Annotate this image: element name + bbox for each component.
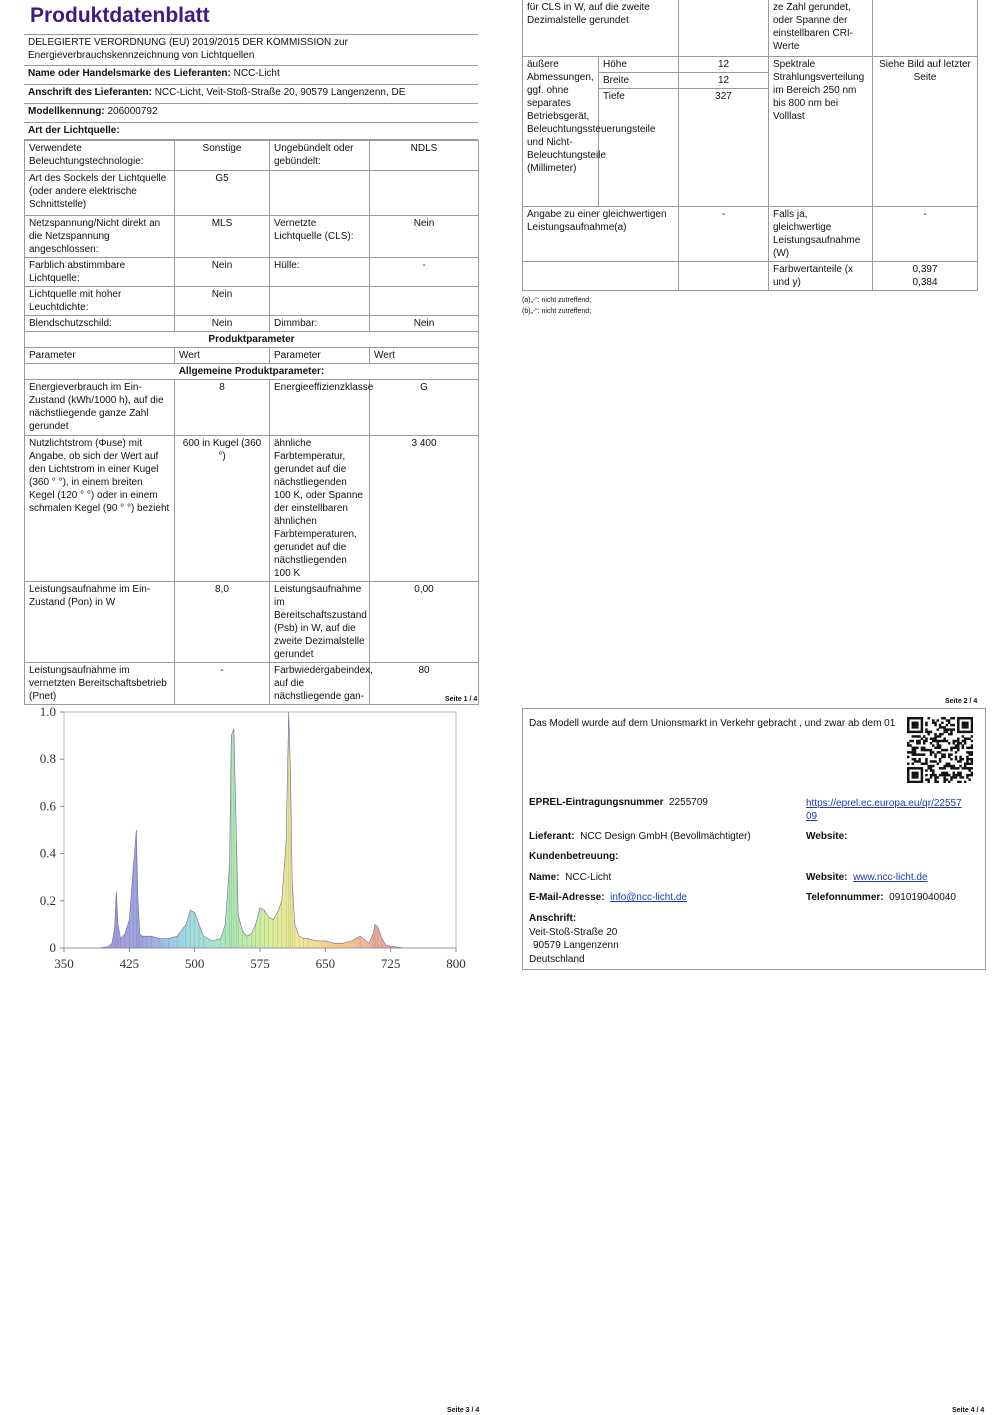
equiv2-label: Falls ja, gleichwertige Leistungsaufnahme (W) bbox=[769, 206, 873, 261]
color-y: 0,384 bbox=[912, 276, 938, 288]
name-value: NCC-Licht bbox=[565, 872, 612, 883]
dims-label: äußere Abmessungen, ggf. ohne separates Betriebsgerät, Beleuchtungssteuerungsteile und Nicht-Beleuchtungsteile (Millimeter) bbox=[523, 56, 599, 206]
address-line-1: Veit-Stoß-Straße 20 bbox=[529, 927, 618, 938]
eprel-value: 2255709 bbox=[669, 797, 708, 808]
cell: Leistungsaufnahme im Bereitschaftszustand (Psb) in W, auf die zweite Dezimalstelle gerundet bbox=[270, 582, 370, 663]
supplier-table bbox=[24, 34, 478, 140]
website-label: Website: bbox=[806, 831, 848, 842]
cell: Nein bbox=[175, 287, 270, 316]
cell: NDLS bbox=[370, 141, 479, 171]
cell: - bbox=[873, 206, 978, 261]
cell: - bbox=[370, 258, 479, 287]
color-label: Farbwertanteile (x und y) bbox=[769, 261, 873, 290]
model-id: 206000792 bbox=[107, 106, 158, 117]
type-table bbox=[24, 140, 479, 705]
footnote-b: (b)„-“: nicht zutreffend; bbox=[522, 307, 592, 315]
table-row bbox=[25, 380, 479, 436]
equiv-label: Angabe zu einer gleichwertigen Leistungsaufnahme(a) bbox=[523, 206, 679, 261]
table-row bbox=[25, 663, 479, 705]
column-header: Parameter bbox=[270, 348, 370, 364]
cell: Verwendete Beleuchtungstechnologie: bbox=[25, 141, 175, 171]
cell: Tiefe bbox=[599, 88, 679, 206]
cell: Netzspannung/Nicht direkt an die Netzspannung angeschlossen: bbox=[25, 216, 175, 258]
cell: Energieverbrauch im Ein-Zustand (kWh/1000 h), auf die nächstliegende ganze Zahl gerundet bbox=[25, 380, 175, 436]
header-row bbox=[25, 348, 479, 364]
footnote-a: (a)„-“: nicht zutreffend; bbox=[522, 296, 592, 304]
table-row bbox=[25, 171, 479, 216]
spectrum-chart bbox=[20, 700, 480, 975]
x-tick-label: 575 bbox=[250, 956, 270, 971]
cell: Nein bbox=[175, 316, 270, 332]
model-label: Modellkennung: bbox=[28, 106, 105, 117]
table-row bbox=[25, 216, 479, 258]
supplier-address-label: Anschrift des Lieferanten: bbox=[28, 87, 152, 98]
x-tick-label: 800 bbox=[446, 956, 466, 971]
website-link[interactable]: www.ncc-licht.de bbox=[853, 872, 928, 883]
qr-code bbox=[907, 717, 973, 783]
cell: 600 in Kugel (360 °) bbox=[175, 436, 270, 582]
cell: Nein bbox=[370, 316, 479, 332]
page-number-3: Seite 3 / 4 bbox=[447, 1407, 480, 1414]
y-tick-label: 0.4 bbox=[39, 845, 56, 861]
cell: Energieeffizienzklasse bbox=[270, 380, 370, 436]
cell: 0,00 bbox=[370, 582, 479, 663]
supplier-address: NCC-Licht, Veit-Stoß-Straße 20, 90579 Langenzenn, DE bbox=[154, 87, 406, 98]
cell: Lichtquelle mit hoher Leuchtdichte: bbox=[25, 287, 175, 316]
cell: MLS bbox=[175, 216, 270, 258]
cell: 3 400 bbox=[370, 436, 479, 582]
x-tick-label: 350 bbox=[54, 956, 74, 971]
cell: G bbox=[370, 380, 479, 436]
x-tick-label: 650 bbox=[315, 956, 336, 971]
type-label: Art der Lichtquelle: bbox=[24, 123, 478, 140]
market-text: Das Modell wurde auf dem Unionsmarkt in Verkehr gebracht , und zwar ab dem 01 bbox=[529, 718, 896, 729]
cell: Blendschutzschild: bbox=[25, 316, 175, 332]
cell: Vernetzte Lichtquelle (CLS): bbox=[270, 216, 370, 258]
name-label: Name: bbox=[529, 872, 560, 883]
x-tick-label: 725 bbox=[380, 956, 401, 971]
table-row bbox=[523, 0, 978, 56]
cell: Breite bbox=[599, 72, 679, 88]
tel-label: Telefonnummer: bbox=[806, 892, 884, 903]
cell: Nein bbox=[370, 216, 479, 258]
column-header: Wert bbox=[370, 348, 479, 364]
cell: Ungebündelt oder gebündelt: bbox=[270, 141, 370, 171]
cell: Höhe bbox=[599, 56, 679, 72]
column-header: Wert bbox=[175, 348, 270, 364]
allgemeine-heading: Allgemeine Produktparameter: bbox=[25, 364, 479, 380]
cell: 8,0 bbox=[175, 582, 270, 663]
supplier-name: NCC-Licht bbox=[233, 68, 280, 79]
cell: - bbox=[175, 663, 270, 705]
cell bbox=[270, 287, 370, 316]
website2-label: Website: bbox=[806, 872, 848, 883]
page-2 bbox=[522, 0, 977, 315]
anschrift-label: Anschrift: bbox=[529, 913, 577, 924]
kunden-label: Kundenbetreuung: bbox=[529, 851, 619, 862]
cell: 12 bbox=[679, 56, 769, 72]
cell: 8 bbox=[175, 380, 270, 436]
table-row bbox=[25, 436, 479, 582]
x-tick-label: 500 bbox=[184, 956, 205, 971]
cell: G5 bbox=[175, 171, 270, 216]
table-row bbox=[523, 56, 978, 72]
cell: Nein bbox=[175, 258, 270, 287]
regulation-text: DELEGIERTE VERORDNUNG (EU) 2019/2015 DER KOMMISSION zur Energieverbrauchskennzeichnung von Lichtquellen bbox=[24, 35, 478, 66]
cell: Dimmbar: bbox=[270, 316, 370, 332]
supplier-name-label: Name oder Handelsmarke des Lieferanten: bbox=[28, 68, 231, 79]
cell: Nutzlichtstrom (Φuse) mit Angabe, ob sich der Wert auf den Lichtstrom in einer Kugel (360 ° °), in einem breiten Kegel (120 ° °) oder in einem schmalen Kegel (90 ° °) bezieht bbox=[25, 436, 175, 582]
y-tick-label: 0 bbox=[49, 940, 56, 955]
produktparameter-heading: Produktparameter bbox=[25, 332, 479, 348]
cell: 12 bbox=[679, 72, 769, 88]
y-tick-label: 0.8 bbox=[39, 751, 56, 767]
cell: Art des Sockels der Lichtquelle (oder andere elektrische Schnittstelle) bbox=[25, 171, 175, 216]
table-row bbox=[25, 141, 479, 171]
page-number-2: Seite 2 / 4 bbox=[945, 698, 978, 705]
cell bbox=[370, 171, 479, 216]
email-label: E-Mail-Adresse: bbox=[529, 892, 605, 903]
cell: 327 bbox=[679, 88, 769, 206]
y-tick-label: 0.2 bbox=[39, 892, 56, 908]
column-header: Parameter bbox=[25, 348, 175, 364]
table-row bbox=[25, 316, 479, 332]
page-title: Produktdatenblatt bbox=[30, 4, 210, 27]
y-tick-label: 1.0 bbox=[39, 704, 56, 719]
spectral-value: Siehe Bild auf letzter Seite bbox=[873, 56, 978, 206]
lieferant-value: NCC Design GmbH (Bevollmächtigter) bbox=[580, 831, 751, 842]
x-tick-label: 425 bbox=[119, 956, 140, 971]
cell: Leistungsaufnahme im vernetzten Bereitschaftsbetrieb (Pnet) bbox=[25, 663, 175, 705]
qr-code-icon bbox=[907, 717, 973, 783]
cell bbox=[370, 287, 479, 316]
table-row bbox=[523, 206, 978, 261]
email-link[interactable]: info@ncc-licht.de bbox=[610, 892, 687, 903]
address-line-3: Deutschland bbox=[529, 954, 585, 965]
color-x: 0,397 bbox=[912, 263, 938, 275]
page2-table bbox=[522, 0, 978, 291]
y-tick-label: 0.6 bbox=[39, 798, 56, 814]
page-number-4: Seite 4 / 4 bbox=[952, 1407, 985, 1414]
cell: ähnliche Farbtemperatur, gerundet auf die nächstliegenden 100 K, oder Spanne der einstellbaren ähnlichen Farbtemperaturen, gerundet auf die nächstliegenden 100 K bbox=[270, 436, 370, 582]
cell: 80 bbox=[370, 663, 479, 705]
cell: Farbwiedergabeindex, auf die nächstliegende gan- bbox=[270, 663, 370, 705]
table-row bbox=[25, 258, 479, 287]
cell bbox=[270, 171, 370, 216]
spectral-label: Spektrale Strahlungsverteilung im Bereich 250 nm bis 800 nm bei Volllast bbox=[769, 56, 873, 206]
table-row bbox=[25, 582, 479, 663]
lieferant-label: Lieferant: bbox=[529, 831, 575, 842]
page-number-1: Seite 1 / 4 bbox=[445, 696, 478, 703]
cell: Hülle: bbox=[270, 258, 370, 287]
cell: für CLS in W, auf die zweite Dezimalstelle gerundet bbox=[523, 0, 679, 56]
cell: Leistungsaufnahme im Ein-Zustand (Pon) in W bbox=[25, 582, 175, 663]
cell: - bbox=[679, 206, 769, 261]
cell: Sonstige bbox=[175, 141, 270, 171]
page-4 bbox=[522, 708, 986, 970]
cell: Farblich abstimmbare Lichtquelle: bbox=[25, 258, 175, 287]
table-row bbox=[523, 261, 978, 290]
address-line-2: 90579 Langenzenn bbox=[533, 940, 619, 951]
tel-value: 091019040040 bbox=[889, 892, 956, 903]
eprel-label: EPREL-Eintragungsnummer bbox=[529, 797, 664, 808]
cell: ze Zahl gerundet, oder Spanne der einstellbaren CRI-Werte bbox=[769, 0, 873, 56]
table-row bbox=[25, 287, 479, 316]
page-1 bbox=[24, 0, 478, 705]
eprel-link[interactable]: https://eprel.ec.europa.eu/qr/2255709 bbox=[806, 798, 962, 822]
